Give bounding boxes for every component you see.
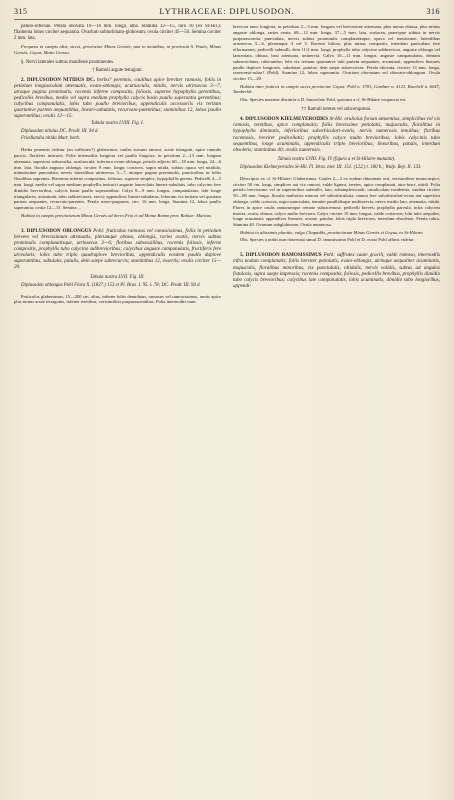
- observation-paragraph: Obs. Species a nobis non observata simul D. ramosissimo Pohl et D. ovato Pohl affinis videtur.: [240, 236, 415, 242]
- habitat-paragraph: Frequens in campis altis, siccis, provinciae Minas Geraës; tum in montibus, in provincia S. Paulo, Minas Geraës, Goyaz, Matto Grosso.: [14, 43, 221, 55]
- left-column: [14, 24, 221, 788]
- description-paragraph: patulo-reflexae. Petala obovata 10—16 mm. longa, alba. Stamina 12—15, raro 10 (ex St-Hil.); filamenta lobos circiter aequantia. Ovarium subturbinato-globosum; ovula circiter 45—50. Semina circiter 2 mm. lata.: [14, 24, 221, 42]
- description-paragraph: Descriptio ex cl. St-Hilaire: Glaberrimus. Caules 2—3 ex eodem rhizomate orti, verisimiliter monocarpici, circiter 50 cm. longi, simplices aut vix ramosi, valde lignosi, teretes, apice complanati, atro-fusci, nitidi. Folia petiolo brevissimo vel in superioribus subnullo; lato, subamplexicauli, canaliculato insidentia, vaulina circiter 50—80 mm. longa, floralia multoties minora vel suborbicularia, omnia fere suborbiculari-ovata aut superiora oblonga, valde coriacea, nigro-punctulata, tenuiter parallelisque multinervia, nervo medio lato, attenuato, nitida. Flores in apice caulis ramorumque remote subracemosi; pedicelli breves; prophylla parvula, infra calycem inserta, ovata, obtusa, calyce multo breviora. Calyx circiter 10 mm. longus, valde coriaceus; lobi tubo aequales, longe acuminati; appendices lineares, acutae, patulae, lobis triplo breviores, interdum obsoletae. Petala rubra. Stamina 40. Ovarium subglobosum. Ovula numerosa.: [233, 175, 440, 228]
- description-paragraph: breviora nunc longiora, in petiolum 2—3 mm. longum vel brevissime attenuata, plus minus obtusa, plus minus anguste oblonga, raries ovata, 68—12 mm. longa, 37—5 mm. lata, coriacea, praecipue subtus in nervis purpurascentia, punctulata, nervis subtus prominulis complanatisque, opaca vel tenuissime, lateralibus utrinsecus 3—6, plerumque 4 vel 5. Racemi foliosi, plus minus compositi, interdum paniculam fere efformantes; pedicelli subnulli, dein 11/2 mm. longi; prophylla tubo calycino subbreviora, anguste oblonga vel lanceolata, obtusa, basi attenuata, uninervia. Calyx 10—11 mm. longus, anguste campanulatus, demum subnrceolatus, rubicundus; lobi vix tertiam quartamve tubi partem aequantes, acuminati; appendices lineares paullo duplove longiores, subulatae, patulae, dein saepe subrecurvae. Petala obovata, circiter 13 mm. longa, rasescenti-rubra? (Pohl). Stamina 12, lobos superantia. Ovarium obovatum vel obovato-oblongum. Ovula circiter 15—20.: [233, 24, 440, 82]
- species-diagnosis: Pohl: suffrutex caule gracili, valde ramoso, internodiis infra nodum complanatis; foliis breviter petiolatis, ovato-oblongis, utrinque aequaliter acuminatis, majusculis, floralibus minoribus, vix punctulatis, nitidulis, nervis validis, subtus ad angulos fistulosis, supra saepe impressis; racemis compositis, foliosis, pedicellis brevibus, prophyllis dimidio tubo calycis brevioribus; calycibus late campanulatis, lobis acuminatis, dimidio tubo longioribus, appendi-: [233, 252, 440, 289]
- synonym-line: Friedlandia nitida Mart. herb.: [21, 136, 81, 142]
- species-heading: [14, 77, 221, 120]
- observation-paragraph: Obs. Species maxime distincta a D. lanceolato Pohl, quocum a cl. St-Hilaire conjuncta est.: [240, 96, 407, 102]
- subsection-subheading: † Ramuli argute tetragoni.: [92, 67, 143, 73]
- two-column-body: [14, 24, 440, 788]
- description-paragraph: Herba perennis videtur (an suffrutex?) glaberrima; caules sursum ramosi, acute tetragoni, apice ramulis paucis, floriferis instructi. Folia internodiis longiora vel paullo longiora, in petiolum 2—13 mm. longum attenuata, superiora subsessilia, acutiuscula, inferiora ovato-oblonga, petiolo adjecto 60—18 mm. longa, 24—6 mm. lata, floralia angusto oblonga, circiter 8 mm. longa; coriacea, supra nitida, subtus opaca vel nitidula, minutissime punctulata, nervis lateralibus utrinsecus 3—7, utraque pagina prominulis, paucioribus in foliis floralibus supremis. Racemus inferne compositus, foliosus, superne simplex, hypophyllis gerens. Pedicelli 4—5 mm. longi, medio vel supra medium prophyllis instructi anguste lanceolatis lineari-subulatis, tubo calycino fere dimidio brevioribus, calycis basin paullo superantibus. Calyx 8—9 mm. longus, campanulatus; lobi longe triangulares, acuminati, tubo subbreviores, erecti; appendices lineari-subulatae, loborum vix tertiam vel quartam partem aequantes, recurvato-patentes. Petala roseo-purpurea, circ. 16 mm. longa. Stamina 12, lobos paullo superantia; ovula 12—15. Semina ...: [14, 147, 221, 211]
- running-header: [14, 6, 440, 17]
- plate-reference: Tabula nostra LVIII. Fig. I.: [91, 121, 144, 127]
- synonym-line: Diplusodon oblongus Pohl Flora X. (1827.) 153 et Pl. Bras. I. 95. t. 78; DC. Prodr. III. 94 d.: [21, 282, 201, 288]
- species-diagnosis: St-Hil. oruliolus forsan amoenitas, simplicibus vel vix ramosis, teretibus, apice complanatis; foliis brevissime petiolatis, majusculis, floralibus in hypophylla diminutis, inferioribus suborbiculari-ovatis, nervis numerosis tenuibus; floribus racemosis, breviter pedicellatis; prophyllis calyce multo brevioribus; lobis calycinis tubo sequentibus, longe acuminatis, appendiculis triplo brevioribus, linearibus, patulis, interdum obsoletis; staminibus 40; ovulis numerosis.: [233, 116, 440, 153]
- species-name: 2. DIPLUSODON NITIDUS DC.: [21, 76, 95, 83]
- species-name: 4. DIPLUSODON KIELMEYEROIDES: [240, 116, 329, 123]
- habitat-paragraph: Habitat in altissimis planitie, vulgo Chapadão, provinciarum Minas Geraës et Goyaz, ex St-Hilaire.: [240, 229, 424, 235]
- species-heading: [14, 228, 221, 271]
- page-number-left: 315: [14, 7, 28, 16]
- species-heading: [233, 116, 440, 153]
- synonym-line: Diplusodon Kielmeyeroides St-Hil. Fl. Bras. mer. III. 151. (122.) t. 180 b.; Walp. Rep. II. 133.: [240, 165, 422, 171]
- page-number-right: 316: [426, 7, 440, 16]
- habitat-paragraph: Habitat in campis provinciarum Minas Geraës ad Serro Frio et ad Monte Bomm prov. Bahiae: Martius.: [21, 212, 212, 218]
- species-name: 5. DIPLUSODON RAMOSISSIMUS: [240, 252, 322, 259]
- description-paragraph: Fruticulus glaberrimus, 15—200 cm. altus, inferne foliis denudatus, ramosus vel ramosissimus, ramis apice plus minus acute tetragonis, inferne teretibus, verisimiliter purpurascentibus. Folia internodiis nunc: [14, 293, 221, 305]
- plate-reference: Tabula nostra LVII. Fig. III.: [90, 275, 145, 281]
- species-diagnosis: Pohl: fruticulus ramosus vel ramosissimus, foliis in petiolum brevem vel brevissimum attenuatis, plerumque obtuse, oblongis, raries ovatis, nervis subtus prominulis complanatisque, utrinsecus 3—6; floribus subsessilibus, racemis foliosis, inferne compositis, prophyllis tubo calycino subbrevioribus; calycibus anguste campanulatis, fructiferis fere urceolatis; lobis tubo triplo quadruplove brevioribus, appendiculis eosdem paullo duplove superantibus, subulatis, patulis, dein saepe subrecurvis; staminibus 12, exsertis; ovulis circiter 15—20.: [14, 227, 221, 271]
- species-diagnosis: herba? perennis, caulibus apice breviter ramosis; foliis in petiolum longiusculum attenuatis, ovato-oblongis, acutiusculis, nitidis, nervis utrinsecus 3—7, utraque pagina prominulis; racemis inferne compositis, foliosis, superne hypophylla gerentibus, pedicellis brevibus, medio vel supra medium prophylla calycis basin paullo superantia gerentibus; calycibus campanulatis, lobis tubo paullo brevioribus, appendiculis accessoriis vix tertiam quartamve partem aequantibus, lineari-subulatis, recurvato-patentibus; staminibus 12, lobos paullo superantibus; ovulis 12—15.: [14, 76, 221, 120]
- habitat-paragraph: Habitat inter frutices in campis siccis provinciae Goyaz: Pohl n. 1781; Gardner n. 4123, Burchell n. 6047, Tamberlik.: [233, 83, 440, 95]
- subsection-heading: §. Nervi laterales subtus manifeste prominentes.: [21, 60, 115, 66]
- species-name: 3. DIPLUSODON OBLONGUS: [21, 227, 92, 234]
- subsection-subheading: †† Ramuli teretes vel subcompressi.: [301, 107, 372, 113]
- running-title: LYTHRACEAE: DIPLUSODON.: [159, 6, 295, 16]
- right-column: [233, 24, 440, 788]
- header-rule: [14, 19, 440, 20]
- plate-reference: Tabula nostra LVIII. Fig. IV (figura a et St-Hilaire mutuata).: [277, 157, 396, 163]
- species-heading: [233, 252, 440, 289]
- synonym-line: Diplusodon nitidus DC. Prodr. III. 94 d.: [21, 128, 99, 134]
